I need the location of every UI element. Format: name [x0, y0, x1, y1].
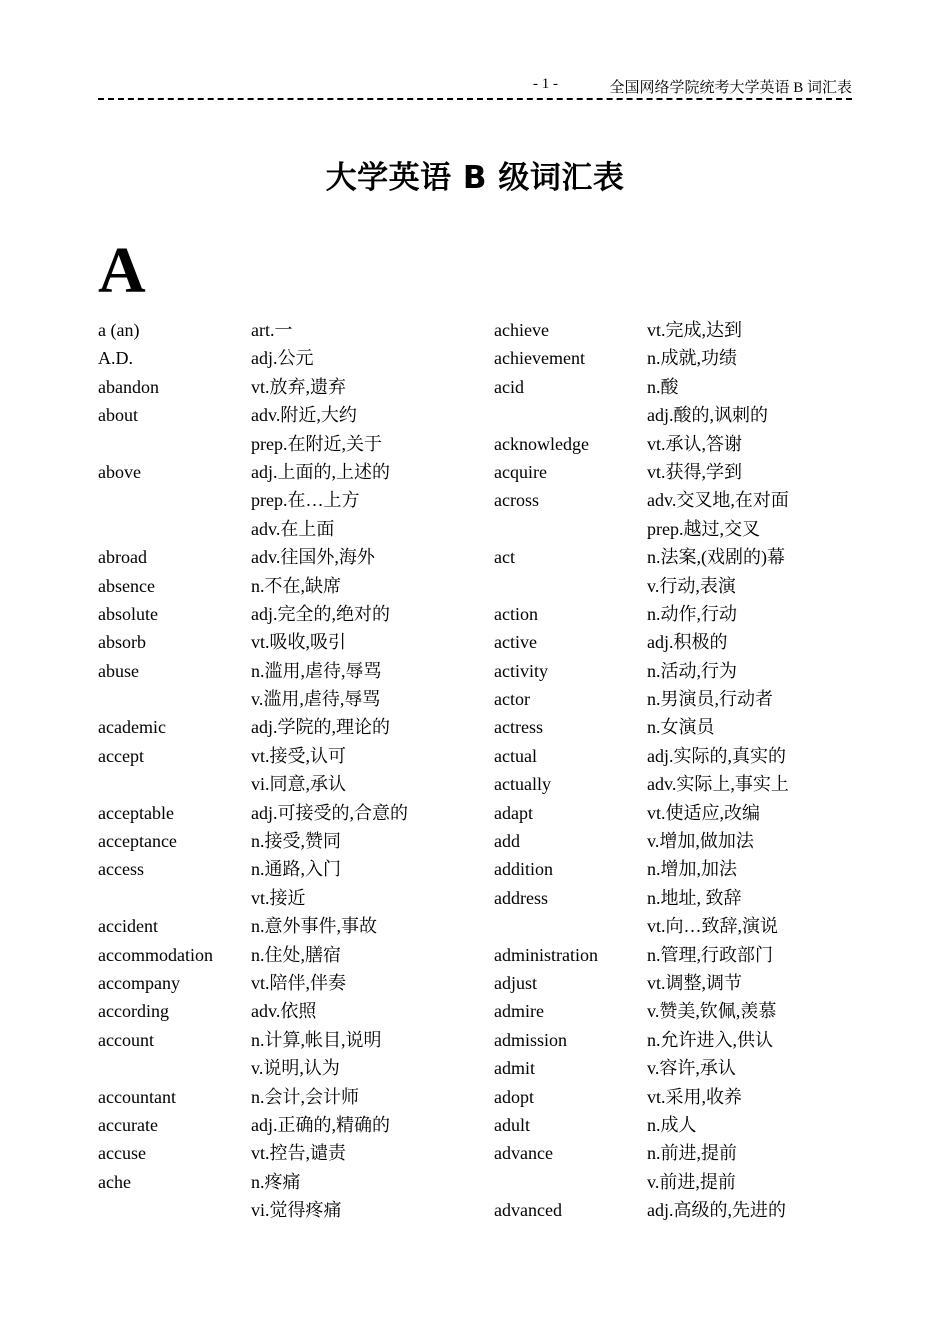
vocab-definition: n.前进,提前: [647, 1143, 737, 1164]
vocab-entry: [98, 515, 478, 543]
vocab-definition: vt.调整,调节: [647, 972, 743, 993]
vocab-definition: n.女演员: [647, 717, 715, 738]
vocab-entry: [494, 855, 874, 883]
vocab-entry: [98, 799, 478, 827]
vocab-definition: vt.接受,认可: [251, 745, 347, 766]
vocab-word: acceptable: [98, 802, 174, 823]
vocab-entry: [494, 969, 874, 997]
vocab-definition: adj.可接受的,合意的: [251, 802, 408, 823]
vocab-word: abuse: [98, 660, 139, 681]
vocab-definition: vt.陪伴,伴奏: [251, 972, 347, 993]
vocab-word: actor: [494, 689, 530, 710]
vocab-word: achievement: [494, 348, 585, 369]
vocab-word: advanced: [494, 1200, 562, 1221]
vocab-entry: [98, 997, 478, 1025]
vocab-definition: n.成就,功绩: [647, 348, 737, 369]
vocab-entry: [494, 1168, 874, 1196]
vocab-word: accommodation: [98, 944, 213, 965]
vocab-word: a (an): [98, 320, 140, 340]
vocab-word: addition: [494, 859, 553, 880]
vocab-definition: adj.积极的: [647, 632, 728, 653]
vocab-definition: v.说明,认为: [251, 1058, 340, 1079]
vocab-entry: [98, 1168, 478, 1196]
vocab-word: admission: [494, 1029, 568, 1050]
vocab-definition: n.酸: [647, 376, 679, 397]
vocab-word: address: [494, 887, 548, 908]
running-title: 全国网络学院统考大学英语 B 词汇表: [609, 80, 852, 96]
vocab-entry: [494, 827, 874, 855]
vocab-entry: [98, 1054, 478, 1082]
vocab-word: action: [494, 603, 538, 624]
vocab-word: administration: [494, 944, 598, 965]
vocab-entry: [98, 941, 478, 969]
vocab-entry: [494, 912, 874, 940]
vocab-entry: [98, 430, 478, 458]
vocab-entry: [98, 855, 478, 883]
vocab-definition: adj.学院的,理论的: [251, 717, 390, 738]
vocab-entry: [494, 486, 874, 514]
vocab-entry: [494, 515, 874, 543]
vocab-definition: adv.在上面: [251, 518, 335, 539]
vocab-column-left: [98, 316, 478, 1225]
vocab-entry: [494, 1139, 874, 1167]
vocab-definition: vt.放弃,遗弃: [251, 376, 347, 397]
vocab-definition: n.活动,行为: [647, 660, 737, 681]
vocab-entry: [98, 572, 478, 600]
vocab-entry: [98, 657, 478, 685]
vocab-entry: [98, 884, 478, 912]
vocab-definition: n.管理,行政部门: [647, 944, 773, 965]
vocab-entry: [98, 742, 478, 770]
vocab-definition: prep.在附近,关于: [251, 433, 382, 454]
vocab-entry: [494, 1083, 874, 1111]
vocab-entry: [494, 713, 874, 741]
vocab-entry: [98, 1196, 478, 1224]
vocab-definition: v.行动,表演: [647, 575, 736, 596]
vocab-entry: [494, 572, 874, 600]
vocab-entry: [98, 486, 478, 514]
vocab-definition: n.动作,行动: [647, 603, 737, 624]
vocab-definition: n.疼痛: [251, 1171, 301, 1192]
vocab-definition: prep.越过,交叉: [647, 518, 760, 539]
vocab-word: A.D.: [98, 348, 133, 369]
vocab-definition: v.增加,做加法: [647, 831, 754, 852]
vocab-entry: [494, 1054, 874, 1082]
vocab-word: adopt: [494, 1086, 534, 1107]
vocab-word: activity: [494, 660, 548, 681]
vocab-definition: vt.吸收,吸引: [251, 632, 347, 653]
vocab-word: active: [494, 632, 537, 653]
vocab-entry: [494, 941, 874, 969]
vocab-column-right: [494, 316, 874, 1225]
vocab-entry: [494, 543, 874, 571]
vocab-entry: [98, 1083, 478, 1111]
vocab-word: abroad: [98, 547, 147, 568]
page-number: - 1 -: [533, 76, 558, 92]
vocab-definition: adj.高级的,先进的: [647, 1200, 786, 1221]
vocab-word: actually: [494, 774, 551, 795]
vocab-word: abandon: [98, 376, 159, 397]
vocab-definition: vt.承认,答谢: [647, 433, 743, 454]
vocab-word: adult: [494, 1114, 530, 1135]
vocab-word: according: [98, 1001, 169, 1022]
vocab-definition: n.不在,缺席: [251, 575, 341, 596]
vocab-word: accountant: [98, 1086, 176, 1107]
vocab-entry: [494, 1111, 874, 1139]
vocab-definition: n.会计,会计师: [251, 1086, 359, 1107]
vocab-word: account: [98, 1029, 154, 1050]
vocab-definition: v.前进,提前: [647, 1171, 736, 1192]
vocab-definition: vt.向…致辞,演说: [647, 916, 779, 937]
vocab-word: acceptance: [98, 831, 177, 852]
vocab-entry: [98, 1111, 478, 1139]
vocab-definition: n.地址, 致辞: [647, 887, 742, 908]
vocab-word: actress: [494, 717, 543, 738]
vocab-word: acquire: [494, 461, 547, 482]
vocab-definition: adv.附近,大约: [251, 405, 357, 426]
vocab-word: accompany: [98, 972, 180, 993]
vocab-word: achieve: [494, 320, 549, 340]
vocab-word: accurate: [98, 1114, 158, 1135]
vocab-entry: [494, 401, 874, 429]
vocab-word: adapt: [494, 802, 533, 823]
vocab-definition: vt.获得,学到: [647, 461, 743, 482]
vocab-entry: [494, 657, 874, 685]
vocab-definition: adj.上面的,上述的: [251, 461, 390, 482]
vocab-word: acknowledge: [494, 433, 589, 454]
vocab-entry: [98, 969, 478, 997]
page-header: [98, 76, 852, 100]
vocab-word: adjust: [494, 972, 537, 993]
vocab-definition: n.住处,膳宿: [251, 944, 341, 965]
vocab-definition: n.通路,入门: [251, 859, 341, 880]
vocab-entry: [98, 827, 478, 855]
vocab-entry: [494, 770, 874, 798]
vocab-entry: [494, 458, 874, 486]
vocab-definition: n.增加,加法: [647, 859, 737, 880]
vocab-word: access: [98, 859, 144, 880]
vocab-entry: [98, 458, 478, 486]
vocab-entry: [494, 628, 874, 656]
vocab-definition: vt.接近: [251, 887, 306, 908]
vocab-word: act: [494, 547, 515, 568]
vocab-entry: [98, 600, 478, 628]
vocab-entry: [494, 373, 874, 401]
vocab-entry: [98, 628, 478, 656]
vocab-definition: vt.使适应,改编: [647, 802, 761, 823]
vocab-entry: [494, 316, 874, 344]
vocab-entry: [494, 685, 874, 713]
vocab-entry: [98, 344, 478, 372]
vocab-word: ache: [98, 1171, 131, 1192]
vocab-entry: [98, 316, 478, 344]
vocab-word: accuse: [98, 1143, 146, 1164]
vocab-definition: art.一: [251, 320, 293, 340]
vocab-definition: adv.交叉地,在对面: [647, 490, 789, 511]
vocab-definition: adj.正确的,精确的: [251, 1114, 390, 1135]
vocab-entry: [494, 600, 874, 628]
vocab-entry: [98, 401, 478, 429]
vocab-entry: [98, 770, 478, 798]
vocab-definition: adj.公元: [251, 348, 314, 369]
vocab-entry: [494, 884, 874, 912]
vocab-word: about: [98, 405, 138, 426]
vocab-word: absorb: [98, 632, 146, 653]
vocab-definition: vi.同意,承认: [251, 774, 347, 795]
vocab-definition: n.男演员,行动者: [647, 689, 773, 710]
vocab-word: academic: [98, 717, 166, 738]
vocab-entry: [98, 685, 478, 713]
vocab-definition: adj.完全的,绝对的: [251, 603, 390, 624]
vocab-definition: adj.酸的,讽刺的: [647, 405, 768, 426]
vocab-definition: prep.在…上方: [251, 490, 360, 511]
vocab-definition: vt.完成,达到: [647, 320, 743, 340]
vocab-word: across: [494, 490, 539, 511]
vocab-entry: [494, 1026, 874, 1054]
vocab-entry: [98, 713, 478, 741]
vocab-word: absolute: [98, 603, 158, 624]
vocab-word: advance: [494, 1143, 553, 1164]
vocab-entry: [98, 543, 478, 571]
vocab-definition: n.计算,帐目,说明: [251, 1029, 382, 1050]
vocab-entry: [98, 1139, 478, 1167]
vocab-word: add: [494, 831, 520, 852]
vocab-word: accident: [98, 916, 158, 937]
vocab-word: actual: [494, 745, 537, 766]
vocab-definition: v.滥用,虐待,辱骂: [251, 689, 381, 710]
vocab-definition: vt.采用,收养: [647, 1086, 743, 1107]
vocab-definition: n.意外事件,事故: [251, 916, 377, 937]
vocab-word: acid: [494, 376, 524, 397]
vocab-definition: adv.实际上,事实上: [647, 774, 789, 795]
vocab-definition: n.法案,(戏剧的)幕: [647, 547, 785, 568]
vocab-definition: n.滥用,虐待,辱骂: [251, 660, 382, 681]
vocab-entry: [494, 430, 874, 458]
vocab-definition: v.容许,承认: [647, 1058, 736, 1079]
vocab-word: admire: [494, 1001, 544, 1022]
vocab-definition: vi.觉得疼痛: [251, 1200, 342, 1221]
vocab-entry: [98, 373, 478, 401]
vocab-word: above: [98, 461, 141, 482]
section-letter: A: [98, 234, 146, 307]
vocab-definition: adv.往国外,海外: [251, 547, 375, 568]
vocab-entry: [494, 799, 874, 827]
vocab-word: absence: [98, 575, 155, 596]
vocab-definition: n.成人: [647, 1114, 697, 1135]
vocab-entry: [494, 344, 874, 372]
vocab-definition: n.允许进入,供认: [647, 1029, 773, 1050]
vocab-word: accept: [98, 745, 144, 766]
vocab-definition: adv.依照: [251, 1001, 317, 1022]
vocab-definition: adj.实际的,真实的: [647, 745, 786, 766]
vocab-definition: n.接受,赞同: [251, 831, 341, 852]
vocab-entry: [98, 1026, 478, 1054]
vocab-definition: v.赞美,钦佩,羡慕: [647, 1001, 777, 1022]
vocab-entry: [494, 997, 874, 1025]
vocab-definition: vt.控告,谴责: [251, 1143, 347, 1164]
document-title: 大学英语 B 级词汇表: [325, 160, 625, 196]
vocab-entry: [494, 742, 874, 770]
vocab-entry: [98, 912, 478, 940]
vocab-entry: [494, 1196, 874, 1224]
vocab-word: admit: [494, 1058, 535, 1079]
